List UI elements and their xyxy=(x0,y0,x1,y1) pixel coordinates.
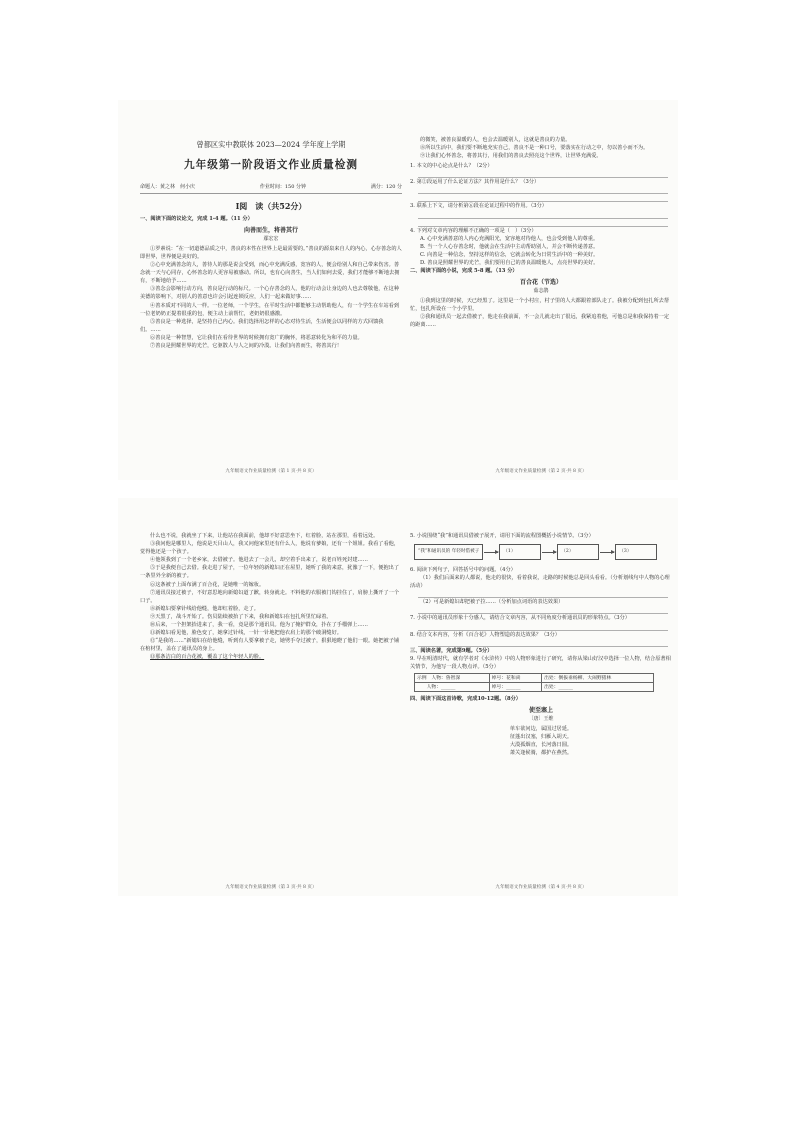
table-cell: 绰号：花和尚 xyxy=(489,673,541,682)
arrow-icon xyxy=(542,552,556,553)
exam-page-3-4 xyxy=(118,498,678,896)
answer-line[interactable] xyxy=(418,194,668,202)
option-d[interactable]: D. 善良是照耀世界的光芒，我们要用自己的善良温暖他人，点亮世界的美好。 xyxy=(420,259,599,266)
page-footer: 九年级语文作业质量检测（第 1 页·共 8 页） xyxy=(225,469,317,474)
paragraph: 什么也不说，我就坐了下来，让他站在我面前，他却不好意思坐下，红着脸，站在那里，看着远处。 xyxy=(150,533,379,539)
paragraph: ①我到这里的时候，天已经黑了。这里是一个小村庄，村子里的人大都跟着部队走了。我被分配到包扎所去帮忙，包扎所设在一个小学里。 xyxy=(410,298,670,313)
paragraph: 的微笑，被善良温暖的人，也会去温暖别人，这就是善良的力量。 xyxy=(420,137,571,143)
option-b[interactable]: B. 当一个人心存善念时，他就会在生活中主动帮助别人，并会不断传递善意。 xyxy=(420,243,599,250)
flow-blank-2[interactable]: （2） xyxy=(557,544,599,560)
page-3-column xyxy=(140,498,402,896)
arrow-icon xyxy=(484,552,498,553)
paragraph: ①罗素说：“在一切道德品质之中，善良的本性在世界上是最需要的。”善良的源泉来自人的内心，心存善念的人即世界，世界便是美好的。 xyxy=(140,245,402,260)
paragraph: ③我问他是哪里人，他说是天目山人，我又问他家里还有什么人，他说有爹娘，还有一个姐姐。我看了看他，觉得他还是一个孩子。 xyxy=(140,541,400,556)
page-footer: 九年级语文作业质量检测（第 3 页·共 8 页） xyxy=(225,885,317,890)
essay-title: 向善而生，将善其行 xyxy=(243,226,298,234)
question-6-2: （2）可是新媳妇却把被子拉……（分析加点词语的表达效果） xyxy=(420,599,564,606)
question-6: 6. 阅读下列句子，回答括号中的问题。（4分） xyxy=(410,567,516,574)
section-title: Ⅰ阅 读（共52分） xyxy=(235,200,307,211)
paragraph: ④他领我到了一个老乡家，去借被子。他进去了一会儿，却空着手出来了，说老百姓死封建…… xyxy=(150,557,368,564)
answer-line[interactable] xyxy=(418,606,668,614)
story-title: 百合花（节选） xyxy=(519,279,562,287)
flow-blank-1[interactable]: （1） xyxy=(499,544,541,560)
flow-start-box: “我”和通讯员的 年轻时借被子 xyxy=(414,544,483,560)
part3-instruction: 三、阅读名著，完成第9题。（5分） xyxy=(410,647,493,654)
page-footer: 九年级语文作业质量检测（第 2 页·共 8 页） xyxy=(495,469,587,474)
poem-line: 单车欲问边，属国过居延。 xyxy=(509,726,573,733)
essay-author: 鄢宏宏 xyxy=(263,235,279,242)
question-1: 1. 本文的中心论点是什么？（2分） xyxy=(410,163,493,170)
table-row xyxy=(415,673,654,682)
table-cell[interactable]: 人物：______ xyxy=(415,682,490,691)
answer-line[interactable] xyxy=(418,623,668,631)
paragraph: ⑦善良是照耀世界的光芒，它驱散人与人之间的冷漠。让我们向善而生，将善其行！ xyxy=(150,343,342,349)
paragraph: ⑤善良是一种选择，是坚持自己内心。我们选择用怎样的心态对待生活，生活便会以同样的方式回馈我们。…… xyxy=(140,318,384,333)
table-cell: 示例 人物：鲁智深 xyxy=(415,673,490,682)
exam-page-1-2 xyxy=(118,100,678,480)
paragraph: ⑧新媳妇要拿针线给他缝，他却红着脸，走了。 xyxy=(150,605,259,612)
paragraph: ⑦通讯员接过被子，不好意思地向新媳妇道了歉，转身就走。不料他的衣服被门钩挂住了，肩膀上撕开了一个口子。 xyxy=(140,589,400,604)
question-7: 7. 小说中的通讯员形象十分感人，请结合文章内容，从不同角度分析通讯员的形象特点。（3分） xyxy=(410,615,630,622)
paragraph: ⑥善良是一种智慧，它让我们在看待世界的时候拥有宽广的胸怀，将恶意转化为和平的力量。 xyxy=(150,334,363,341)
paragraph: ②心中充满善念的人，善待人的那是说会受到，而心中充满反感，宽容的人，便会给别人和自己带来伤害。善念就一天与心同存，心怀善念的人更容易被感动。所以，也有心向善生，当人们如何去爱，我们才能够不断地去拥有，不断地给予…… xyxy=(140,262,400,285)
paragraph: ⑩后来，一个担架抬进来了，我一看，竟是那个通讯员。他为了掩护群众，扑在了手榴弹上…… xyxy=(150,622,368,629)
paragraph: ⑨天黑了，战斗开始了。伤员陆续被抬了下来，我和新媳妇在包扎所里忙碌着。 xyxy=(150,613,332,620)
part2-instruction: 二、阅读下面的小说，完成 5-8 题。（13 分） xyxy=(410,268,518,275)
answer-line[interactable] xyxy=(418,170,668,178)
paragraph: ⑫“是我的……”新媳妇在给他缝，听到有人要拿被子走，她劈手夺过被子，狠狠地瞪了他们一眼。她把被子铺在棺材里，盖在了通讯员的身上。 xyxy=(140,638,400,653)
paragraph: ⑬那条洁白的百合花被，覆盖了这个年轻人的脸。 xyxy=(150,654,265,661)
paragraph: ⑤于是我便自己去借。我走进了屋子，一位年轻的新媳妇正在屋里，她听了我的来意，犹豫了一下，便抱出了一条里外全新的被子。 xyxy=(140,565,400,580)
exam-time: 作业时间：150 分钟 xyxy=(259,183,306,190)
plot-flowchart xyxy=(414,544,672,560)
exam-title: 九年级第一阶段语文作业质量检测 xyxy=(184,159,358,172)
question-9: 9. 早在明清时代，就有学者对《水浒传》中的人物形象进行了研究，请你从梁山好汉中选择一位人物，结合原著相关情节，为他写一段人物点评。（5分） xyxy=(410,655,671,670)
answer-line[interactable] xyxy=(418,639,668,647)
page-1-column xyxy=(140,100,402,480)
paragraph: ③善念会影响行动方向，善良是行动的标尺。一个心存善念的人，他的行动会让身边的人也去尊敬他，在这种美德的影响下，对别人的善意也许会引起连锁反应，人们一起来做好事…… xyxy=(140,286,400,301)
poem-author: 〔唐〕王维 xyxy=(528,716,554,723)
question-3: 3. 联系上下文，请分析第⑥段在论证过程中的作用。（3分） xyxy=(410,203,547,210)
paragraph: ⑧所以生活中，我们要不断地充实自己，善良不是一种口号，要落实在行动之中，勿以善小而不为。 xyxy=(420,145,649,152)
answer-line[interactable] xyxy=(418,219,668,227)
option-a[interactable]: A. 心中充满善意的人内心充满阳光，宽容地对待他人，也会受到他人的尊重。 xyxy=(420,235,599,242)
page-2-column xyxy=(410,100,672,480)
paragraph: ④善本质对不同的人一样。一位老师，一个学生，在平时生活中都能够主动帮助他人，有一个学生在车站看到一位老奶奶正提着很重的包，便主动上前帮忙，老奶奶很感激。 xyxy=(140,302,400,317)
question-2: 2. 第②段运用了什么论证方法？其作用是什么？（3分） xyxy=(410,179,540,186)
flow-blank-3[interactable]: （3） xyxy=(615,544,657,560)
question-6-1: （1）我们后面来的人都说，他走的很快，看着我说，走路的时候他总是回头看看。（分析划线句中人物的心理活动） xyxy=(410,575,670,590)
paragraph: ⑨让我们心怀善念，将善其行，用我们的善良去照亮这个世界，让世界充满爱。 xyxy=(420,153,602,160)
question-5: 5. 小说围绕“我”和通讯员借被子展开，请用下面的流程图概括小说情节。（3分） xyxy=(410,533,594,539)
answer-line[interactable] xyxy=(418,590,668,598)
poem-line: 征蓬出汉塞，归雁入胡天。 xyxy=(509,734,573,741)
answer-line[interactable] xyxy=(418,211,668,219)
question-4: 4. 下列对文章内容的理解不正确的一项是（ ）（3分） xyxy=(410,227,537,234)
table-cell[interactable]: 出处：______ xyxy=(542,682,654,691)
page-4-column xyxy=(410,498,672,896)
table-row xyxy=(415,682,654,691)
table-cell[interactable]: 绰号：______ xyxy=(489,682,541,691)
poem-title: 使至塞上 xyxy=(528,707,553,715)
option-c[interactable]: C. 向善是一种信念，坚持这样的信念，它就会转化为日常生活中的一种美好。 xyxy=(420,251,599,258)
poem-line: 大漠孤烟直，长河落日圆。 xyxy=(509,742,573,749)
part4-instruction: 四、阅读下面这首诗歌，完成10-12题。（8分） xyxy=(410,695,521,702)
exam-meta xyxy=(140,183,402,194)
table-cell: 出处：倒拔垂杨柳、大闹野猪林 xyxy=(542,673,654,682)
part1-instruction: 一、阅读下面的议论文，完成 1-4 题。（11 分） xyxy=(140,215,253,222)
poem-line: 萧关逢候骑，都护在燕然。 xyxy=(509,750,573,757)
paragraph: ⑪新媳妇看见他，脸色变了，她拿过针线，一针一针地把他衣肩上的那个破洞缝好。 xyxy=(150,630,342,637)
setters: 命题人：黄之林 何小庆 xyxy=(140,183,196,190)
arrow-icon xyxy=(600,552,614,553)
exam-score: 满分：120 分 xyxy=(370,183,402,190)
answer-line[interactable] xyxy=(418,186,668,194)
paragraph: ⑥这条被子上面布满了百合花，是她唯一的嫁妆。 xyxy=(150,581,265,588)
character-table xyxy=(414,673,654,692)
paragraph: ②我和通讯员一起去借被子，他走在我前面，不一会儿就走出了很远，我紧追着他，可他总是和我保持着一定的距离…… xyxy=(410,314,670,329)
school-title: 曾都区实中教联体 2023—2024 学年度上学期 xyxy=(196,140,346,149)
question-8: 8. 结合文本内容，分析《百合花》人物塑造的表达效果？（3分） xyxy=(410,631,560,638)
page-footer: 九年级语文作业质量检测（第 4 页·共 8 页） xyxy=(495,885,587,890)
story-author: 茹志鹃 xyxy=(533,288,549,295)
